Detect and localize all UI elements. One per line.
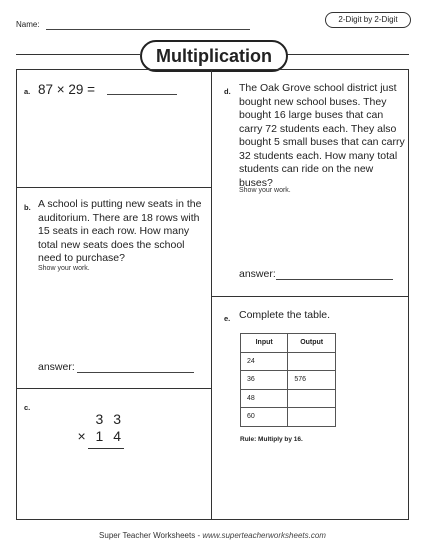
table-header-row [241,334,336,353]
footer-link[interactable]: www.superteacherworksheets.com [202,531,326,540]
problem-a-letter: a. [24,87,31,96]
problem-d-letter: d. [224,87,231,96]
problem-b-answer-label: answer: [38,361,75,373]
table-cell-input: 48 [241,389,288,408]
level-badge: 2-Digit by 2-Digit [325,12,411,28]
table-cell-output[interactable] [288,389,336,408]
problem-b-show-work: Show your work. [38,265,90,272]
table-header-output: Output [288,334,336,353]
problem-d-answer-line[interactable] [276,279,393,280]
problem-a-answer-line[interactable] [107,94,177,95]
problem-b-text: A school is putting new seats in the auditorium. There are 18 rows with 15 seats in each row. How many total new seats does the school need to purchase? [38,198,202,264]
page-title: Multiplication [140,40,288,72]
footer [0,531,425,540]
name-label: Name: [16,20,40,29]
table-cell-output[interactable] [288,352,336,371]
problem-d-text: The Oak Grove school district just bought new school buses. They bought 16 large buses that can carry 72 students each. They also bought 5 small buses that can carry 32 students each. How many total students can ride on the new buses? [239,82,405,189]
title-rule-right [286,54,409,55]
table-cell-input: 24 [241,352,288,371]
table-row [241,408,336,427]
divider-d-e [211,296,409,297]
problem-c-bottom-number: × 1 4 [77,428,124,444]
table-cell-input: 36 [241,371,288,390]
name-field[interactable] [46,29,250,30]
divider-b-c [16,388,211,389]
problem-d-show-work: Show your work. [239,187,291,194]
table-row [241,352,336,371]
table-header-input: Input [241,334,288,353]
table-rule: Rule: Multiply by 16. [240,436,303,443]
footer-text: Super Teacher Worksheets - [99,531,203,540]
table-row [241,389,336,408]
table-cell-input: 60 [241,408,288,427]
problem-c-top-number: 3 3 [95,411,124,427]
problem-e-text: Complete the table. [239,309,331,321]
problem-d-answer-label: answer: [239,268,276,280]
table-cell-output: 576 [288,371,336,390]
problem-c-letter: c. [24,403,31,412]
table-cell-output[interactable] [288,408,336,427]
divider-a-b [16,187,211,188]
title-rule-left [16,54,140,55]
problem-a-equation: 87 × 29 = [38,82,96,97]
problem-b-answer-line[interactable] [77,372,194,373]
problem-e-letter: e. [224,314,231,323]
input-output-table [240,333,336,427]
problem-b-letter: b. [24,203,31,212]
column-divider [211,69,212,520]
table-row [241,371,336,390]
problem-c-sum-line [88,448,124,449]
